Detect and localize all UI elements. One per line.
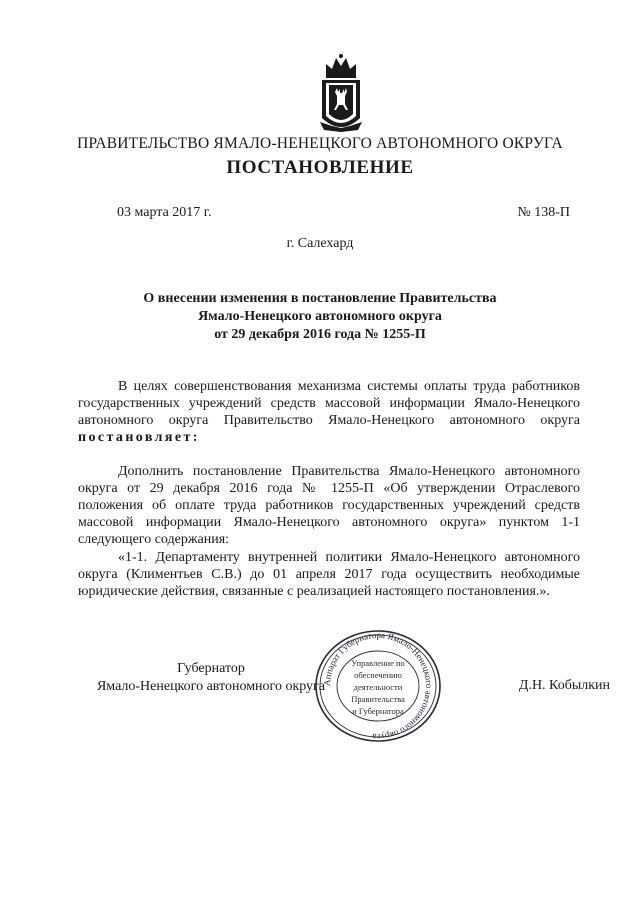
signer-title-line-2: Ямало-Ненецкого автономного округа <box>96 679 326 694</box>
signer-title-line-1: Губернатор <box>177 661 245 676</box>
resolves-keyword: постановляет: <box>78 430 200 445</box>
signer-name: Д.Н. Кобылкин <box>518 678 610 693</box>
document-type: ПОСТАНОВЛЕНИЕ <box>226 157 414 178</box>
document-number: № 138-П <box>517 205 570 220</box>
yanao-coat-of-arms-icon <box>318 52 364 134</box>
stamp-inner-line-1: Управление по <box>351 658 405 668</box>
amendment-paragraph <box>78 463 580 548</box>
subject-line-2: Ямало-Ненецкого автономного округа <box>198 309 442 324</box>
subject-line-3: от 29 декабря 2016 года № 1255-П <box>214 327 426 342</box>
document-date: 03 марта 2017 г. <box>117 205 212 220</box>
stamp-inner-line-2: обеспечению <box>354 670 402 680</box>
government-title: ПРАВИТЕЛЬСТВО ЯМАЛО-НЕНЕЦКОГО АВТОНОМНОГО ОКРУГА <box>77 135 563 152</box>
preamble-text: В целях совершенствования механизма системы оплаты труда работников государственных учреждений средств массовой информации Ямало-Ненецкого автономного округа Правительство Ямало-Ненецкого автономного округа <box>78 379 580 428</box>
stamp-inner-line-4: Правительства <box>351 694 405 704</box>
official-stamp <box>312 628 444 744</box>
clause-paragraph <box>78 549 580 600</box>
stamp-outer-text: Аппарат Губернатора Ямало-Ненецкого автономного округа <box>321 629 435 743</box>
document-city: г. Салехард <box>286 236 354 251</box>
stamp-inner-line-3: деятельности <box>353 682 403 692</box>
subject-line-1: О внесении изменения в постановление Правительства <box>143 291 497 306</box>
stamp-inner-line-5: и Губернатора <box>352 706 404 716</box>
signer-position <box>78 660 344 696</box>
document-subject <box>0 290 640 344</box>
clause-text: «1-1. Департаменту внутренней политики Ямало-Ненецкого автономного округа (Климентьев С.В.) до 01 апреля 2017 года осуществить необходимые юридические действия, связанные с реализацией настоящего постановления.». <box>78 550 580 599</box>
amendment-text: Дополнить постановление Правительства Ямало-Ненецкого автономного округа от 29 декабря 2016 года № 1255-П «Об утверждении Отраслевого положения об оплате труда работников государственных учреждений средств массовой информации Ямало-Ненецкого автономного округа» пунктом 1-1 следующего содержания: <box>78 464 580 547</box>
preamble-paragraph <box>78 378 580 446</box>
